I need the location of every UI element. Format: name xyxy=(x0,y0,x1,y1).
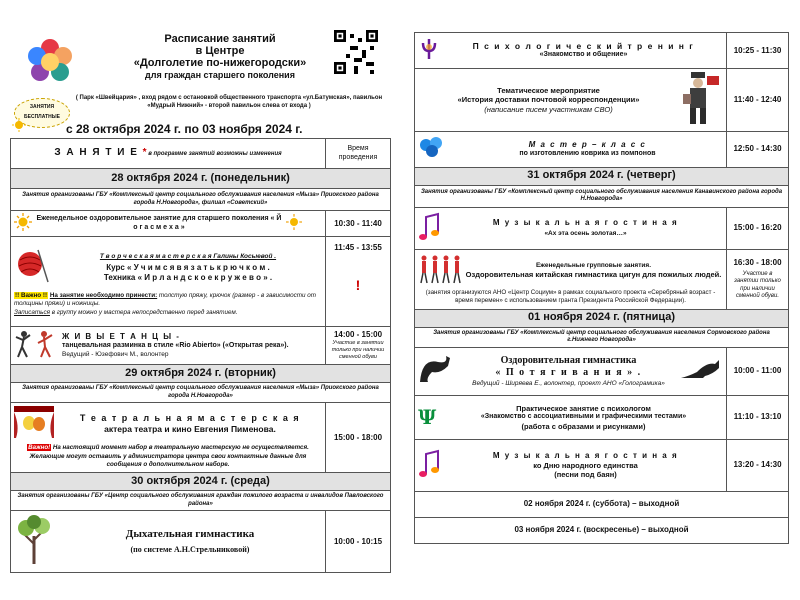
yoga-activity: Еженедельное оздоровительное занятие для старшего поколения « Й о г а с м е х а » xyxy=(36,214,282,231)
important-badge: Важно! xyxy=(28,444,51,452)
day-header: 01 ноября 2024 г. (пятница) xyxy=(415,309,789,327)
psi-icon: Ψ xyxy=(418,404,437,429)
theatre-note: На настоящий момент набор в театральную мастерскую не осуществляется. Желающие могут оставить у администратора центра свои контактные данные для сообщения о дополнительном наборе. xyxy=(29,444,309,469)
sun-icon xyxy=(14,213,32,235)
shoe-note: Участие в занятии только при наличии сменной обуви xyxy=(331,340,385,360)
col-time-header: Время проведения xyxy=(326,139,391,169)
day-organizer: Занятия организованы ГБУ «Комплексный центр социального обслуживания населения Канавинского района города Н.Новгорода» xyxy=(415,185,789,207)
day-off-sunday: 03 ноября 2024 г. (воскресенье) – выходной xyxy=(415,517,789,543)
dance-lead: Ведущий - Юзефович М., волонтер xyxy=(62,350,169,358)
day-header: 31 октября 2024 г. (четверг) xyxy=(415,167,789,185)
postman-image xyxy=(679,70,723,130)
exclamation-icon: ! xyxy=(355,277,361,293)
time-slot: 16:30 - 18:00 xyxy=(733,257,782,267)
qigong-pre: Еженедельные групповые занятия. xyxy=(535,261,652,269)
time-slot: 10:30 - 11:40 xyxy=(326,211,391,237)
knit-studio: Т в о р ч е с к а я м а с т е р с к а я Галины Косыевой . xyxy=(99,253,277,260)
shoe-note: Участие в занятии только при наличии сменной обуви. xyxy=(734,270,781,300)
training-title: П с и х о л о г и ч е с к и й т р е н и н г xyxy=(472,40,695,51)
breathing-title: Дыхательная гимнастика xyxy=(125,527,255,540)
master-class-title: М а с т е р – к л а с с xyxy=(528,139,647,149)
theatre-masks-icon xyxy=(14,406,58,442)
cat-stretch-icon xyxy=(679,358,723,384)
master-class-subtitle: по изготовлению коврика из помпонов xyxy=(519,149,656,157)
schedule-left: З А Н Я Т И Е * в программе занятий возможны изменения Время проведения 28 октября 2024 г. (понедельник) Занятия организованы ГБУ «Комплексный центр социального обслуживания населения «Мыза» Приокского района города Н.Новгорода», филиал «Советский» Еженедельное оздоровительное занятие для старшего поколения « Й о г а с м е х а » 10:30 - 11:40 Т в о р ч е с к а я м а с т е р с к а я Галины Косыевой . Курс « У ч и м с я в я з а т ь к р ю ч к о м . Техника « И р л а н д с к о е к р у ж е в о » . !! Важно !! На занятие необходимо принести: толстую пряжу, крючок (размер - в зависимости от толщины пряжи) и ножницы. Записаться в группу можно у мастера непосредственно перед занятием. 11:45 - 13:55 ! Ж И В Ы Е Т А Н Ц Ы - танцевальная разминка в стиле «Rio Abierto» («Открытая река»). Ведущий - Юзефович М., волонтер 14:00 - 15:00 Участие в занятии только при наличии сменной обуви 29 октября 2024 г. (вторник) Занятия организованы ГБУ «Комплексный центр социального обслуживания населения «Мыза» Приокского района города Н.Новгорода» Т е а т р а л ь н а я м а с т е р с к а я актера театра и кино Евгения Пименова. Важно! На настоящий момент набор в театральную мастерскую не осуществляется. Желающие могут оставить у администратора центра свои контактные данные для сообщения о дополнительном наборе. 15:00 - 18:00 30 октября 2024 г. (среда) Занятия организованы ГБУ «Центр социального обслуживания граждан пожилого возраста и инвалидов Павловского района» Дыхательная гимнастика (по системе А.Н.Стрельниковой) 10:00 - 10:15 xyxy=(10,138,391,573)
psychology-icon xyxy=(418,37,444,65)
time-slot: 13:20 - 14:30 xyxy=(727,439,789,491)
stretch-lead: Ведущий - Ширяева Е., волонтер, проект АНО «Гологрaмика» xyxy=(472,379,665,387)
day-header: 29 октября 2024 г. (вторник) xyxy=(11,365,391,383)
dance-title: Ж И В Ы Е Т А Н Ц Ы - xyxy=(62,332,181,342)
breathing-subtitle: (по системе А.Н.Стрельниковой) xyxy=(130,545,250,555)
qigong-group-icon xyxy=(418,254,464,288)
event-subtitle: «История доставки почтовой корреспонденции» xyxy=(457,95,640,105)
schedule-right xyxy=(414,32,789,544)
sun-icon xyxy=(286,214,302,234)
center-name: «Долголетие по-нижегородски» xyxy=(133,57,307,69)
day-organizer: Занятия организованы ГБУ «Комплексный центр социального обслуживания населения «Мыза» Приокского района города Н.Новгорода», филиал «Советский» xyxy=(11,189,391,211)
training-subtitle: «Знакомство и общение» xyxy=(539,51,628,59)
music-note-icon xyxy=(418,448,448,482)
knit-technique: Техника « И р л а н д с к о е к р у ж е в о » . xyxy=(103,273,273,283)
col-activity-header: З А Н Я Т И Е xyxy=(54,147,143,159)
cat-stretch-icon xyxy=(418,354,458,388)
theatre-subtitle: актера театра и кино Евгения Пименова. xyxy=(104,423,276,434)
music-subtitle: «Ах эта осень золотая…» xyxy=(544,230,627,238)
time-slot: 11:40 - 12:40 xyxy=(727,69,789,132)
time-slot: 12:50 - 14:30 xyxy=(727,131,789,167)
stretch-title: Оздоровительная гимнастика xyxy=(500,354,637,366)
unity-music-title: М у з ы к а л ь н а я г о с т и н а я xyxy=(492,450,679,460)
yarn-icon xyxy=(14,246,54,290)
schedule-title: Расписание занятий xyxy=(164,33,276,45)
dance-description: танцевальная разминка в стиле «Rio Abierto» («Открытая река»). xyxy=(62,342,289,350)
psychologist-subtitle: «Знакомство с ассоциативными и графическими тестами» xyxy=(480,412,687,420)
unity-music-note: (песни под баян) xyxy=(554,470,617,480)
time-slot: 15:00 - 18:00 xyxy=(326,403,391,473)
day-organizer: Занятия организованы ГБУ «Центр социального обслуживания граждан пожилого возраста и инвалидов Павловского района» xyxy=(11,491,391,511)
stretch-subtitle: « П о т я г и в а н и я » . xyxy=(495,367,642,379)
dancers-icon xyxy=(14,329,62,363)
address: ( Парк «Швейцария» , вход рядом с остановкой общественного транспорта «ул.Батумская», павильон «Мудрый Нижний» - второй павильон слева от входа ) xyxy=(75,95,383,109)
time-slot: 10:00 - 10:15 xyxy=(326,511,391,573)
tree-icon xyxy=(14,514,58,570)
audience: для граждан старшего поколения xyxy=(145,70,295,80)
period: с 28 октября 2024 г. по 03 ноября 2024 г. xyxy=(66,122,303,136)
time-slot: 15:00 - 16:20 xyxy=(727,207,789,249)
qr-code xyxy=(334,30,378,74)
music-note-icon xyxy=(418,211,448,245)
day-off-saturday: 02 ноября 2024 г. (суббота) – выходной xyxy=(415,491,789,517)
psychologist-title: Практическое занятие с психологом xyxy=(516,403,651,413)
important-badge: !! Важно !! xyxy=(15,291,48,299)
day-header: 28 октября 2024 г. (понедельник) xyxy=(11,169,391,189)
time-slot: 10:00 - 11:00 xyxy=(727,347,789,395)
logo xyxy=(26,38,74,86)
music-title: М у з ы к а л ь н а я г о с т и н а я xyxy=(492,218,679,228)
time-slot: 11:10 - 13:10 xyxy=(727,395,789,439)
unity-music-subtitle: ко Дню народного единства xyxy=(533,460,638,470)
event-note: (написание писем участникам СВО) xyxy=(484,104,613,114)
sun-icon xyxy=(12,118,26,137)
qigong-organizer: (занятия организуются АНО «Центр Социум» в рамках социального проекта «Серебряный возраст - время перемен» с использованием гранта Президента Российской Федерации). xyxy=(425,289,716,305)
time-slot: 11:45 - 13:55 xyxy=(334,243,382,252)
knit-course: Курс « У ч и м с я в я з а т ь к р ю ч к о м . xyxy=(106,263,270,273)
schedule-title-2: в Центре xyxy=(195,45,245,57)
day-organizer: Занятия организованы ГБУ «Комплексный центр социального обслуживания населения «Мыза» Приокского района города Н.Новгорода» xyxy=(11,383,391,403)
time-slot: 14:00 - 15:00 xyxy=(333,330,383,340)
time-slot: 10:25 - 11:30 xyxy=(727,33,789,69)
free-badge: ЗАНЯТИЯ БЕСПЛАТНЫЕ xyxy=(14,98,70,128)
day-header: 30 октября 2024 г. (среда) xyxy=(11,473,391,491)
qigong-title: Оздоровительная китайская гимнастика цигун для пожилых людей. xyxy=(465,269,722,279)
psychologist-note: (работа с образами и рисунками) xyxy=(521,421,646,431)
event-title: Тематическое мероприятие xyxy=(497,85,600,95)
day-organizer: Занятия организованы ГБУ «Комплексный центр социального обслуживания населения Сормовского района г.Нижнего Новгорода» xyxy=(415,327,789,347)
theatre-title: Т е а т р а л ь н а я м а с т е р с к а я xyxy=(79,412,301,423)
pompom-icon xyxy=(418,135,452,163)
